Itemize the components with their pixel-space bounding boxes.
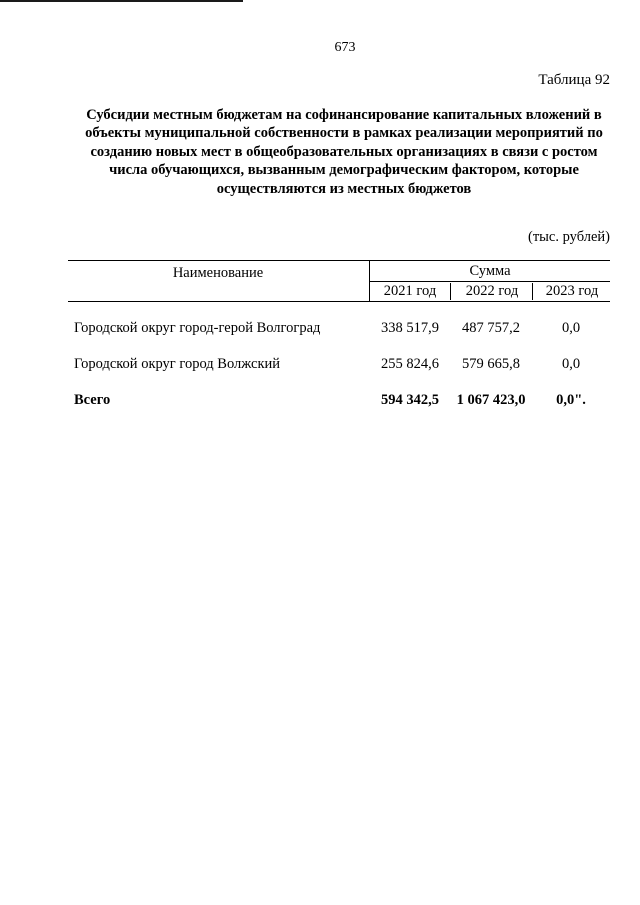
scan-edge-line [0,0,243,2]
subsidy-table [68,260,610,428]
table-row [68,320,610,356]
row-value-2021: 338 517,9 [381,320,439,336]
table-row [68,356,610,392]
units-label: (тыс. рублей) [528,229,610,245]
row-value-2021: 255 824,6 [381,356,439,372]
document-title: Субсидии местным бюджетам на софинансирование капитальных вложений в объекты муниципальной собственности в рамках реализации мероприятий по созданию новых мест в общеобразовательных организациях в связи с ростом числа обучающихся, вызванным демографическим фактором, которые осуществляются из местных бюджетов [85,107,603,197]
row-name: Городской округ город-герой Волгоград [74,320,321,336]
table-header [68,260,610,302]
page-number: 673 [334,40,356,55]
header-year-2021: 2021 год [383,283,437,299]
row-name: Городской округ город Волжский [74,356,281,372]
row-value-2022: 579 665,8 [462,356,520,372]
header-year-2022: 2022 год [450,283,533,300]
total-name: Всего [74,392,111,408]
row-value-2023: 0,0 [561,320,581,336]
header-name: Наименование [172,265,264,281]
header-year-2023: 2023 год [532,283,611,300]
total-value-2021: 594 342,5 [381,392,439,408]
header-sum: Сумма [469,263,511,279]
total-value-2022: 1 067 423,0 [456,392,526,408]
row-value-2023: 0,0 [561,356,581,372]
total-value-2023: 0,0". [556,392,586,408]
table-number: Таблица 92 [538,72,610,88]
table-body [68,302,610,428]
total-row [68,392,610,428]
row-value-2022: 487 757,2 [462,320,520,336]
header-sum-rule [370,281,610,282]
